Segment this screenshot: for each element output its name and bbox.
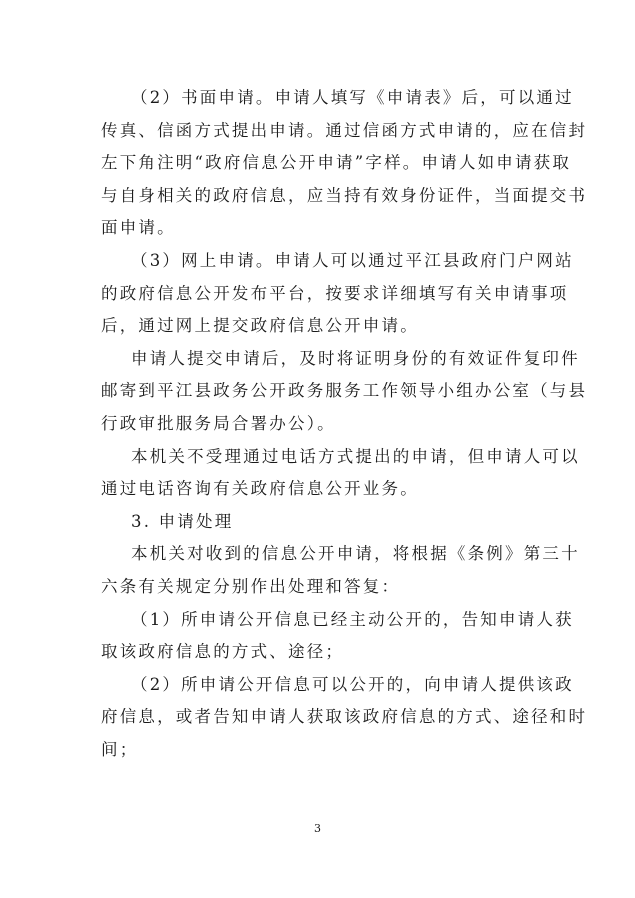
text-line: 行政审批服务局合署办公）。 [101,413,336,433]
text-line: 通过电话咨询有关政府信息公开业务。 [101,479,419,499]
text-line: 的政府信息公开发布平台，按要求详细填写有关申请事项 [101,283,569,303]
text-line: 府信息，或者告知申请人获取该政府信息的方式、途径和时 [101,707,588,727]
text-line: 面申请。 [101,218,176,238]
text-line: 本机关对收到的信息公开申请，将根据《条例》第三十 [131,544,580,564]
text-line: 六条有关规定分别作出处理和答复： [101,576,401,596]
text-line: （2）书面申请。申请人填写《申请表》后，可以通过 [131,88,574,107]
text-line: 本机关不受理通过电话方式提出的申请，但申请人可以 [131,446,580,466]
text-line: 左下角注明“政府信息公开申请”字样。申请人如申请获取 [101,153,572,173]
text-line: 邮寄到平江县政务公开政务服务工作领导小组办公室（与县 [101,381,588,401]
section-heading: 3. 申请处理 [131,511,234,531]
text-line: 传真、信函方式提出申请。通过信函方式申请的，应在信封 [101,120,588,140]
text-line: （3）网上申请。申请人可以通过平江县政府门户网站 [131,250,574,270]
page-number: 3 [314,822,321,835]
text-line: （2）所申请公开信息可以公开的，向申请人提供该政 [131,674,574,694]
text-line: 申请人提交申请后，及时将证明身份的有效证件复印件 [131,348,580,368]
body-text [101,82,588,766]
text-line: 取该政府信息的方式、途径； [101,642,345,662]
text-line: 与自身相关的政府信息，应当持有效身份证件，当面提交书 [101,185,588,205]
text-line: 后，通过网上提交政府信息公开申请。 [101,316,419,336]
text-line: （1）所申请公开信息已经主动公开的，告知申请人获 [131,609,574,629]
text-line: 间； [101,739,139,759]
